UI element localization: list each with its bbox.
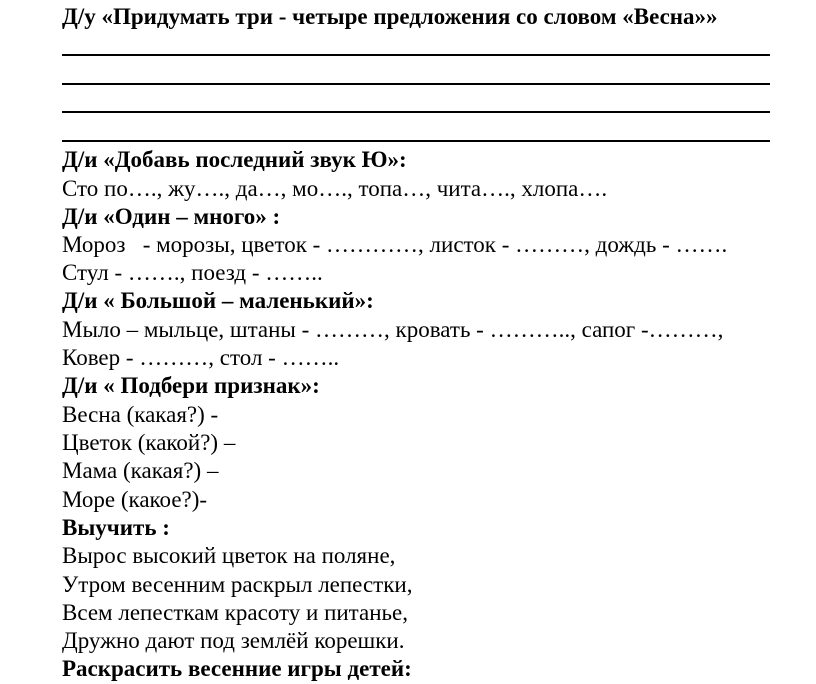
poem-line: Утром весенним раскрыл лепестки, [62,572,413,597]
game3-heading: Д/и « Большой – маленький»: [62,288,374,313]
game4-item: Цветок (какой?) – [62,430,236,455]
game2-line-2: Стул - ……., поезд - …….. [62,260,323,285]
game4-item: Море (какое?)- [62,487,208,512]
game1-heading: Д/и «Добавь последний звук Ю»: [62,147,407,172]
answer-line-3 [62,111,770,113]
game4-item: Весна (какая?) - [62,402,219,427]
homework-title: Д/у «Придумать три - четыре предложения со словом «Весна»» [62,4,718,29]
game1-text: Сто по…., жу…., да…, мо…., топа…, чита…., хлопа…. [62,176,608,201]
game3-line-2: Ковер - ………, стол - …….. [62,345,340,370]
answer-line-2 [62,83,770,85]
poem-line: Дружно дают под землёй корешки. [62,628,405,653]
answer-line-4 [62,140,770,142]
game2-heading: Д/и «Один – много» : [62,204,281,229]
game2-line-1: Мороз - морозы, цветок - …………, листок - ………, дождь - ……. [62,232,728,257]
game4-heading: Д/и « Подбери признак»: [62,373,320,398]
poem-line: Всем лепесткам красоту и питанье, [62,600,408,625]
poem-line: Вырос высокий цветок на поляне, [62,543,396,568]
answer-line-1 [62,54,770,56]
game4-item: Мама (какая?) – [62,458,219,483]
coloring-heading: Раскрасить весенние игры детей: [62,656,412,681]
game3-line-1: Мыло – мыльце, штаны - ………, кровать - ……….., сапог -………, [62,317,724,342]
poem-heading: Выучить : [62,515,170,540]
